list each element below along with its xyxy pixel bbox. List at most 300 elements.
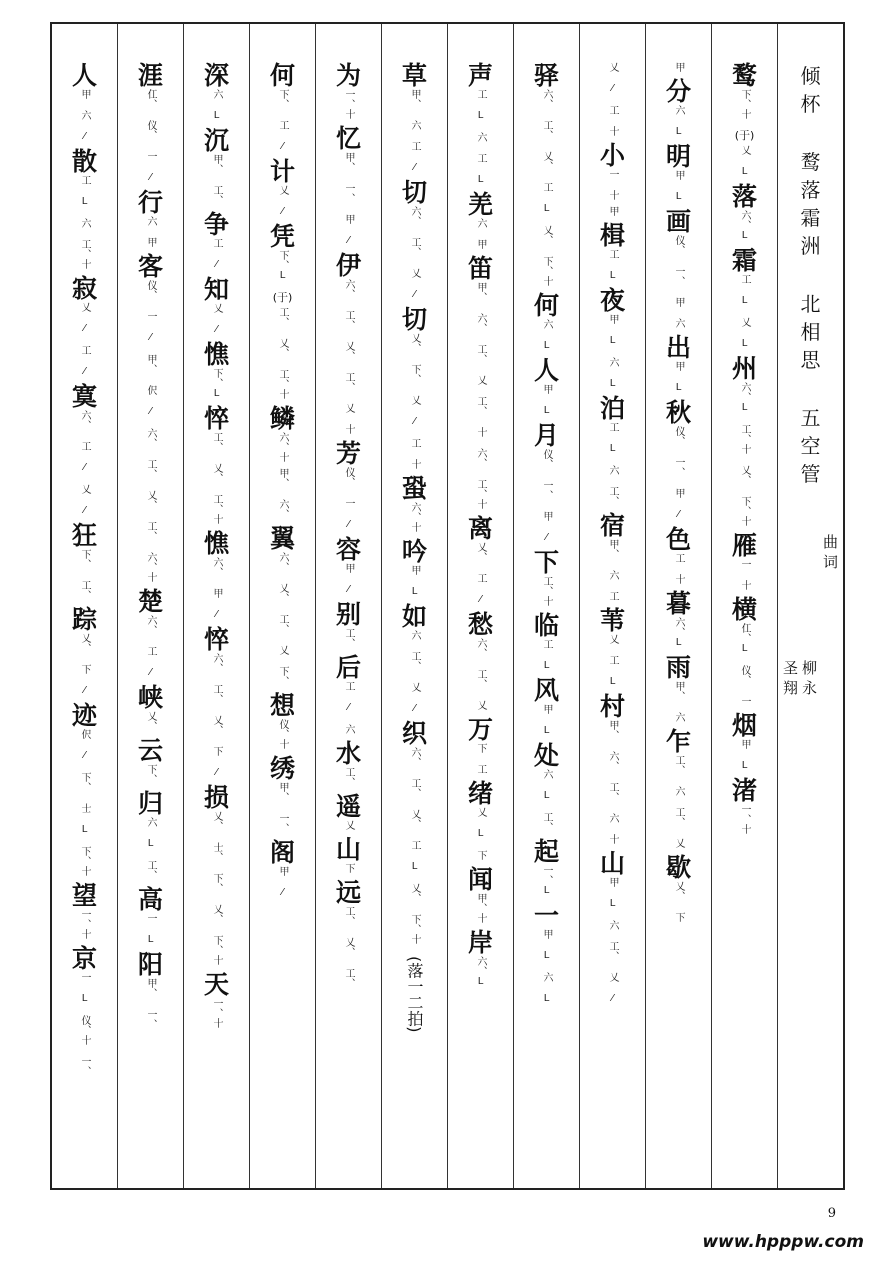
title-char: 霜 (800, 206, 821, 230)
lyric-unit (270, 223, 295, 281)
lyric-char: 涯 (137, 61, 163, 90)
lyric-unit (204, 784, 229, 965)
lyric-char: 绣 (269, 754, 295, 783)
author-char: 永 (801, 679, 817, 697)
score-frame (50, 22, 845, 1190)
lyric-unit (138, 62, 163, 183)
gongche-notation: 六、 工、 乂、 工 L 乂、 下、十 (540, 89, 552, 286)
gongche-notation: 乂、 士、 下、 乂、 下、十 (210, 811, 222, 965)
lyric-char: 驿 (533, 61, 559, 90)
gongche-notation: 六、L 工、十 乂、 下、十 (738, 382, 750, 526)
lyric-char: 行 (137, 188, 163, 217)
lyric-char: 忆 (335, 124, 361, 153)
lyric-unit (270, 839, 295, 898)
lyric-unit (138, 253, 163, 582)
lyric-unit (468, 929, 493, 987)
gongche-notation: 工 L 六 工、 (606, 422, 618, 506)
lyric-unit (72, 383, 97, 516)
gongche-notation: 工 十 (672, 553, 684, 584)
lyric-char: 夜 (599, 286, 625, 315)
gongche-notation: 仪、 一、 甲 ⁄ (540, 449, 552, 543)
gongche-notation: 甲 L (738, 739, 750, 771)
gongche-notation: 工、 (342, 767, 354, 787)
lyric-char: 想 (269, 691, 295, 720)
lyric-char: 画 (665, 207, 691, 236)
lyric-char: 何 (269, 61, 295, 90)
lyric-char: 阁 (269, 838, 295, 867)
gongche-notation: 一 十 (606, 169, 618, 200)
lyric-unit (600, 850, 625, 1004)
lyric-unit (336, 252, 361, 434)
lyric-unit (336, 654, 361, 734)
gongche-notation: 甲、 六 (672, 681, 684, 722)
lyric-char: 悴 (203, 404, 229, 433)
gongche-notation: 伬 ⁄ 下、 士 L 下、十 (78, 729, 90, 876)
lyric-unit (336, 536, 361, 595)
title-char: 相 (800, 320, 821, 344)
gongche-notation: 甲 L 六 L (540, 929, 552, 1004)
lyric-char: 憔 (203, 529, 229, 558)
lyric-char: 为 (335, 61, 361, 90)
gongche-notation: 下、十 (738, 89, 750, 119)
lyric-char: 风 (533, 676, 559, 705)
gongche-notation: 甲 L (672, 361, 684, 393)
lyric-column (711, 24, 777, 1188)
gongche-notation: 甲 ⁄ (342, 563, 354, 595)
lyric-unit (138, 189, 163, 247)
title-column (777, 24, 843, 1188)
lyric-unit (606, 62, 619, 136)
gongche-notation: 一、十 (78, 909, 90, 939)
gongche-notation: 工 L (606, 249, 618, 281)
lyric-unit (738, 145, 751, 177)
subtitle-lu-luo-shuang-zhou (801, 148, 821, 260)
lyric-column (117, 24, 183, 1188)
performance-note: (落一二拍) (405, 956, 424, 1033)
lyric-char: 山 (599, 849, 625, 878)
lyric-char: 出 (665, 333, 691, 362)
lyric-char: 明 (665, 142, 691, 171)
lyric-char: 月 (533, 421, 559, 450)
lyric-unit (600, 693, 625, 844)
gongche-notation: 甲、 六、 (277, 468, 288, 519)
lyric-char: 万 (467, 715, 493, 744)
gongche-notation: 六 甲 (144, 216, 156, 247)
gongche-notation: 甲 六 ⁄ (78, 89, 90, 142)
lyric-unit (402, 538, 427, 597)
lyric-char: 愁 (467, 610, 493, 639)
gongche-notation: 一、十 (342, 89, 354, 119)
lyric-unit (336, 740, 361, 787)
lyric-char: 声 (467, 61, 493, 90)
lyric-unit (402, 62, 427, 173)
gongche-notation: 工、 六 工、 乂 (672, 755, 684, 848)
gongche-notation: 乂、 下 ⁄ (78, 633, 90, 696)
gongche-notation: 甲、 六 工 (606, 539, 618, 601)
lyric-unit (204, 211, 229, 270)
lyric-unit (204, 341, 229, 399)
lyric-char: 山 (335, 835, 361, 864)
lyric-char: 暮 (665, 589, 691, 618)
lyric-char: 客 (137, 252, 163, 281)
lyric-unit (600, 142, 625, 200)
gongche-notation: 甲、 六 工 ⁄ (408, 89, 420, 173)
title-char: 洲 (800, 234, 821, 258)
lyric-char: 远 (335, 878, 361, 907)
gongche-notation: 甲 L (408, 565, 420, 597)
lyric-unit (138, 886, 163, 945)
gongche-notation: 甲、 一、 (276, 782, 288, 833)
lyric-char: 楚 (137, 587, 163, 616)
lyric-unit (402, 179, 427, 300)
gongche-notation: 工、 乂、 工、十 (277, 307, 288, 399)
lyric-char: 泊 (599, 394, 625, 423)
gongche-notation: 一、L (540, 865, 552, 896)
lyric-unit (732, 596, 757, 706)
lyric-char: 秋 (665, 398, 691, 427)
lyric-char: 离 (467, 514, 493, 543)
gongche-notation: 六 L 工、 (144, 817, 156, 880)
gongche-notation: 工、 乂、 工、十 (210, 432, 222, 524)
lyric-column (52, 24, 117, 1188)
lyric-char: 蛩 (401, 474, 427, 503)
lyric-column (315, 24, 381, 1188)
lyric-unit (600, 395, 625, 506)
gongche-notation: 乂 工 L (606, 634, 618, 687)
gongche-notation: 甲 L 六 L (606, 314, 618, 389)
lyric-char: 一 (533, 901, 559, 930)
gongche-notation: 一 十 (738, 559, 750, 590)
gongche-notation: 六 L (210, 89, 222, 121)
lyric-unit (138, 684, 163, 731)
lyric-char: 羌 (467, 190, 493, 219)
gongche-notation: 甲、 一、 甲 ⁄ (342, 152, 354, 246)
gongche-notation: 仜、 仪、 一 ⁄ (144, 89, 156, 183)
author-role-char: 词 (823, 553, 839, 571)
title-char: 空 (800, 434, 821, 458)
lyric-char: 憔 (203, 340, 229, 369)
author-credit (783, 518, 838, 698)
lyric-unit (534, 422, 559, 543)
gongche-notation: 工 L 乂 L (738, 274, 750, 349)
lyric-char: 散 (71, 147, 97, 176)
lyric-char: 翼 (269, 524, 295, 553)
lyric-char: 争 (203, 210, 229, 239)
lyric-char: 起 (533, 837, 559, 866)
lyric-unit (468, 255, 493, 509)
lyric-unit (732, 247, 757, 349)
lyric-char: 后 (335, 653, 361, 682)
lyric-unit (666, 78, 691, 137)
lyric-unit (72, 275, 97, 377)
lyric-unit (534, 549, 559, 606)
gongche-notation: 甲、 工、 (210, 154, 222, 205)
gongche-notation: 甲、 六、 工、 六 十 (606, 720, 618, 844)
gongche-notation: 乂、 下 (672, 881, 684, 922)
gongche-notation: 仜、L 仪、 一 (738, 623, 750, 706)
lyric-unit (270, 405, 295, 462)
lyric-char: 织 (401, 719, 427, 748)
gongche-notation: 乂 ⁄ 工 ⁄ (78, 302, 90, 377)
gongche-notation: 下、 (144, 764, 156, 784)
lyric-char: 狂 (71, 521, 97, 550)
lyric-char: 深 (203, 61, 229, 90)
gongche-notation: 六、 工、 乂、 工 L 乂、 下、十 (408, 747, 420, 944)
lyric-char: 宿 (599, 511, 625, 540)
lyric-char: 雨 (665, 653, 691, 682)
lyric-unit (534, 677, 559, 736)
gongche-notation: 工 L 六 工、十 (78, 175, 90, 269)
lyric-char: 吟 (401, 537, 427, 566)
lyric-unit (204, 971, 229, 1028)
gongche-notation: 乂 ⁄ 工 十 (607, 62, 618, 136)
lyric-char: 切 (401, 178, 427, 207)
lyric-unit (534, 902, 559, 1004)
lyric-char: 遥 (335, 792, 361, 821)
lyric-char: 寂 (71, 274, 97, 303)
lyric-unit (336, 836, 361, 873)
lyric-char: 人 (71, 61, 97, 90)
title-char: 思 (800, 348, 821, 372)
author-char: 翔 (782, 679, 798, 697)
gongche-notation: 工、 (342, 628, 354, 648)
gongche-notation: 六、 工、 乂 (474, 638, 486, 710)
lyric-unit (600, 607, 625, 687)
lyric-unit (276, 307, 289, 399)
gongche-notation: 一 L (144, 913, 156, 945)
paren-note: (于) (734, 129, 755, 142)
lyric-char: 归 (137, 789, 163, 818)
lyric-unit (402, 306, 427, 469)
lyric-char: 烟 (731, 711, 757, 740)
gongche-notation: 乂 L (739, 145, 750, 177)
lyric-unit (204, 62, 229, 121)
gongche-notation: 工 ⁄ 六 (342, 681, 354, 734)
lyric-unit (666, 526, 691, 584)
lyric-char: 何 (533, 291, 559, 320)
song-title (801, 62, 821, 118)
lyric-unit (336, 62, 361, 119)
gongche-notation: 六、L (672, 617, 684, 648)
gongche-notation: 六 工、 乂 ⁄ (408, 630, 420, 714)
lyric-char: 落 (731, 182, 757, 211)
lyric-char: 横 (731, 595, 757, 624)
lyric-unit (666, 590, 691, 648)
gongche-notation: 六、 工 ⁄ (144, 615, 156, 678)
lyric-char: 州 (731, 354, 757, 383)
gongche-notation: 甲、十 (474, 893, 486, 923)
lyric-char: 水 (335, 739, 361, 768)
lyric-unit (666, 208, 691, 328)
lyric-char: 容 (335, 535, 361, 564)
gongche-notation: 乂、 工 ⁄ (474, 542, 486, 605)
gongche-notation: 甲、 六、 工、 乂 工、 十 六、 工、十 (474, 282, 486, 509)
gongche-notation: 一、十 (210, 998, 222, 1028)
lyric-column (447, 24, 513, 1188)
lyric-char: 岸 (467, 928, 493, 957)
lyric-unit (534, 357, 559, 416)
lyric-char: 人 (533, 356, 559, 385)
lyric-unit (270, 525, 295, 686)
gongche-notation: 仪、 一、 甲 六 (672, 235, 684, 328)
lyric-column (249, 24, 315, 1188)
watermark: www.hpppw.com (702, 1232, 864, 1252)
lyric-unit (534, 838, 559, 896)
lyric-unit (336, 125, 361, 246)
lyric-char: 迹 (71, 701, 97, 730)
lyric-unit (600, 287, 625, 389)
lyric-unit (270, 692, 295, 749)
lyric-unit (336, 601, 361, 648)
lyric-char: 鹜 (731, 61, 757, 90)
lyric-char: 京 (71, 944, 97, 973)
lyric-char: 阳 (137, 950, 163, 979)
author-names (783, 658, 817, 698)
author-roles (823, 532, 838, 572)
lyric-char: 分 (665, 77, 691, 106)
lyric-unit (666, 728, 691, 848)
gongche-notation: 工 L (540, 639, 552, 671)
lyric-char: 天 (203, 970, 229, 999)
lyric-char: 高 (137, 885, 163, 914)
lyric-char: 色 (665, 525, 691, 554)
gongche-notation: 一、十 (738, 804, 750, 834)
gongche-notation: 六、 工 ⁄ 乂 ⁄ (78, 410, 90, 516)
gongche-notation: 乂 (342, 820, 354, 830)
lyric-unit (666, 143, 691, 202)
gongche-notation: 乂 L 下 (474, 807, 486, 860)
lyric-unit (534, 292, 559, 351)
lyric-char: 计 (269, 157, 295, 186)
lyric-char: 望 (71, 881, 97, 910)
lyric-unit (270, 158, 295, 217)
lyric-unit (606, 206, 619, 216)
lyric-unit (204, 405, 229, 524)
lyric-unit (276, 468, 289, 519)
lyric-char: 小 (599, 141, 625, 170)
lyric-unit (72, 148, 97, 269)
gongche-notation: 甲 ⁄ (276, 866, 288, 898)
lyric-unit (72, 606, 97, 696)
lyric-unit (468, 611, 493, 710)
lyric-column (579, 24, 645, 1188)
gongche-notation: 乂 ⁄ (276, 185, 288, 217)
lyric-char: 损 (203, 783, 229, 812)
lyric-unit (666, 654, 691, 722)
lyric-char: 切 (401, 305, 427, 334)
lyric-char: 悴 (203, 625, 229, 654)
lyric-column (645, 24, 711, 1188)
lyric-unit (732, 532, 757, 590)
lyric-unit (402, 603, 427, 714)
lyric-unit (468, 62, 493, 185)
gongche-notation: 六、 乂、 工、 乂 下、 (276, 552, 288, 686)
gongche-notation: 下、L (210, 368, 222, 399)
lyric-unit (270, 755, 295, 833)
lyric-char: 绪 (467, 779, 493, 808)
lyric-unit (666, 334, 691, 393)
subtitle-wu-kong-guan (801, 404, 821, 488)
lyric-column (381, 24, 447, 1188)
title-char: 落 (800, 178, 821, 202)
lyric-unit (468, 780, 493, 860)
gongche-notation: 甲 (607, 206, 618, 216)
title-char: 鹜 (800, 150, 821, 174)
lyric-unit (600, 222, 625, 281)
gongche-notation: 六、十 (408, 502, 420, 532)
gongche-notation: 仪、 一 ⁄ (342, 467, 354, 530)
lyric-char: 处 (533, 741, 559, 770)
lyric-unit (72, 522, 97, 600)
lyric-unit (534, 742, 559, 832)
lyric-unit (204, 530, 229, 620)
gongche-notation: 甲 L (540, 704, 552, 736)
author-name-column (783, 658, 798, 698)
lyric-char: 沉 (203, 126, 229, 155)
lyric-unit (138, 951, 163, 1029)
gongche-notation: 六、L (474, 956, 486, 987)
gongche-notation: 仪、十 (276, 719, 288, 749)
gongche-notation: 仪、 一 ⁄ 甲、 伬 ⁄ 六、 工、 乂、 工、 六、十 (144, 280, 156, 582)
title-char: 五 (800, 406, 821, 430)
lyric-unit (138, 737, 163, 784)
lyric-char: 渚 (731, 776, 757, 805)
lyric-unit (672, 62, 685, 72)
lyric-column (513, 24, 579, 1188)
gongche-notation: 乂、 (144, 711, 156, 731)
gongche-notation: 六、 工、 乂、 下 ⁄ (210, 653, 222, 778)
lyric-unit (468, 716, 493, 774)
lyric-unit (138, 588, 163, 678)
lyric-char: 寞 (71, 382, 97, 411)
lyric-unit (732, 777, 757, 834)
gongche-notation: 六 甲 (474, 218, 486, 249)
lyric-char: 乍 (665, 727, 691, 756)
lyric-unit (468, 866, 493, 923)
lyric-char: 苇 (599, 606, 625, 635)
lyric-char: 鳞 (269, 404, 295, 433)
gongche-notation: 工、 乂、 工、 (342, 906, 354, 988)
lyric-unit (732, 183, 757, 241)
title-char: 倾 (800, 64, 821, 88)
gongche-notation: 甲 L (672, 170, 684, 202)
title-char: 北 (800, 292, 821, 316)
lyric-unit (204, 626, 229, 778)
gongche-notation: 下、L (276, 250, 288, 281)
gongche-notation: 仪、 一、 甲 ⁄ (672, 426, 684, 520)
lyric-unit (72, 945, 97, 1076)
lyric-char: 云 (137, 736, 163, 765)
lyric-unit (732, 712, 757, 771)
lyric-unit (468, 515, 493, 605)
lyric-char: 凭 (269, 222, 295, 251)
page-number: 9 (827, 1206, 836, 1221)
gongche-notation: 六 L 工、 (540, 769, 552, 832)
gongche-notation: 下、 工 ⁄ (276, 89, 288, 152)
lyric-unit (72, 702, 97, 876)
lyric-char: 雁 (731, 531, 757, 560)
gongche-notation: 甲 L (540, 384, 552, 416)
subtitle-bei-xiang-si (801, 290, 821, 374)
gongche-notation: 乂 ⁄ (210, 303, 222, 335)
gongche-notation: 下 工 (474, 743, 486, 774)
author-char: 圣 (782, 659, 798, 677)
lyric-unit (204, 127, 229, 205)
author-char: 柳 (801, 659, 817, 677)
lyric-unit (72, 62, 97, 142)
gongche-notation: 六、L (738, 210, 750, 241)
lyric-unit (468, 191, 493, 249)
